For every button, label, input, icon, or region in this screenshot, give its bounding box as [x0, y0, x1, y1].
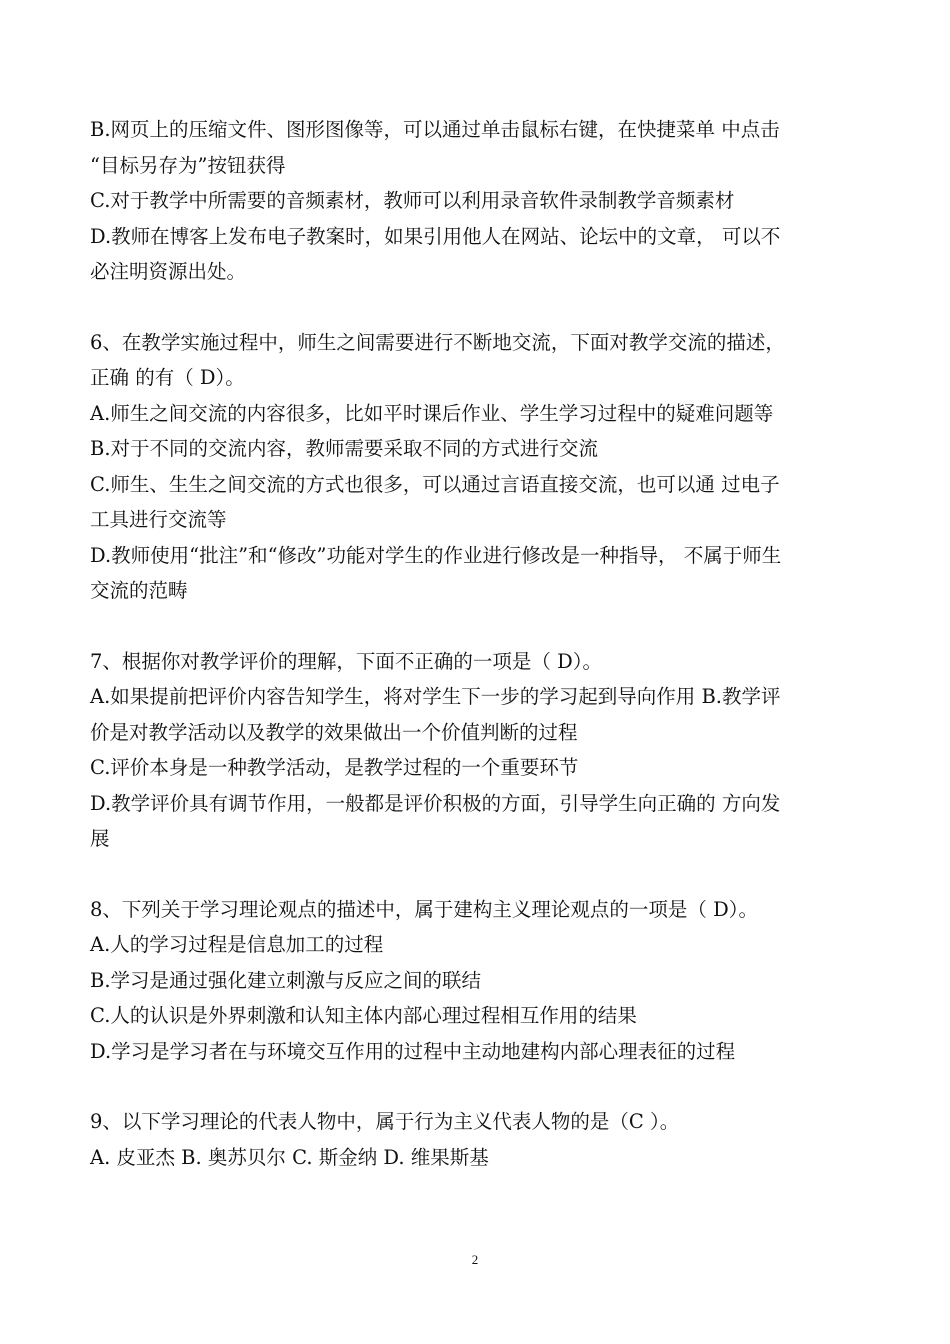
question-6: [90, 325, 865, 609]
option-line: D.教师使用“批注”和“修改”功能对学生的作业进行修改是一种指导， 不属于师生: [90, 543, 782, 567]
text-line: D.教师在博客上发布电子教案时，如果引用他人在网站、论坛中的文章， 可以不: [90, 224, 781, 248]
option-line: 工具进行交流等: [90, 508, 227, 531]
option-line: A.如果提前把评价内容告知学生，将对学生下一步的学习起到导向作用 B.教学评: [90, 685, 781, 708]
option-line: A.人的学习过程是信息加工的过程: [90, 933, 384, 956]
option-line: B.对于不同的交流内容，教师需要采取不同的方式进行交流: [90, 437, 599, 460]
option-line: 价是对教学活动以及教学的效果做出一个价值判断的过程: [90, 720, 578, 744]
question-9: [90, 1104, 865, 1175]
question-5-options-continued: [90, 112, 865, 290]
option-line: D.学习是学习者在与环境交互作用的过程中主动地建构内部心理表征的过程: [90, 1039, 736, 1063]
text-line: C.对于教学中所需要的音频素材，教师可以利用录音软件录制教学音频素材: [90, 189, 735, 212]
question-stem: 6、在教学实施过程中，师生之间需要进行不断地交流，下面对教学交流的描述，: [90, 330, 785, 354]
document-body: [90, 112, 865, 1210]
text-line: 必注明资源出处。: [90, 260, 247, 283]
option-line: C.师生、生生之间交流的方式也很多，可以通过言语直接交流，也可以通 过电子: [90, 472, 780, 496]
option-line: C.人的认识是外界刺激和认知主体内部心理过程相互作用的结果: [90, 1004, 637, 1027]
option-line: B.学习是通过强化建立刺激与反应之间的联结: [90, 968, 482, 992]
question-stem: 7、根据你对教学评价的理解，下面不正确的一项是（ D）。: [90, 649, 602, 673]
text-line: “目标另存为”按钮获得: [90, 153, 286, 177]
question-8: [90, 892, 865, 1070]
question-stem: 正确 的有（ D）。: [90, 366, 245, 389]
option-line: C.评价本身是一种教学活动，是教学过程的一个重要环节: [90, 756, 579, 779]
option-line: A.师生之间交流的内容很多，比如平时课后作业、学生学习过程中的疑难问题等: [90, 401, 774, 425]
question-stem: 8、下列关于学习理论观点的描述中，属于建构主义理论观点的一项是（ D）。: [90, 897, 758, 921]
question-stem: 9、以下学习理论的代表人物中，属于行为主义代表人物的是（C ）。: [90, 1110, 680, 1133]
text-line: B.网页上的压缩文件、图形图像等，可以通过单击鼠标右键，在快捷菜单 中点击: [90, 118, 780, 141]
question-7: [90, 644, 865, 857]
option-line: 交流的范畴: [90, 579, 188, 602]
page-number: 2: [471, 1252, 479, 1267]
option-line: 展: [90, 827, 110, 850]
option-line: A. 皮亚杰 B. 奥苏贝尔 C. 斯金纳 D. 维果斯基: [90, 1145, 489, 1169]
option-line: D.教学评价具有调节作用，一般都是评价积极的方面，引导学生向正确的 方向发: [90, 791, 781, 815]
